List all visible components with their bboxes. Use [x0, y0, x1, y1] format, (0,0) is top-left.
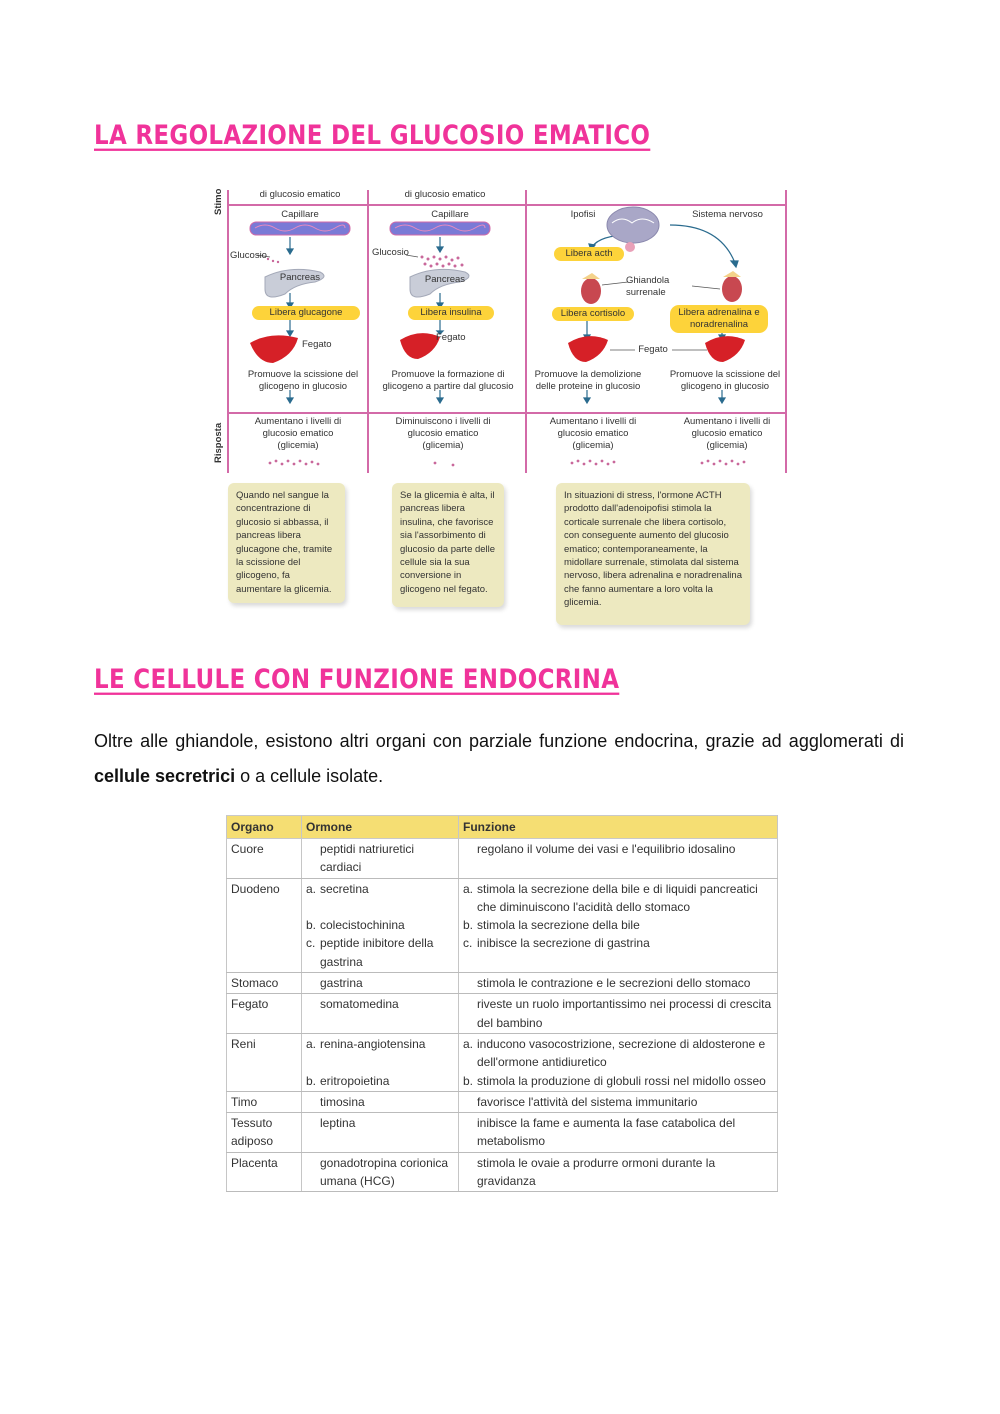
glucose-regulation-figure	[210, 185, 788, 630]
col2-pancreas: Pancreas	[424, 274, 466, 285]
list-text: timosina	[320, 1094, 365, 1109]
col3-pill-adrenalina: Libera adrenalina e noradrenalina	[670, 305, 768, 333]
list-marker: a.	[306, 1036, 317, 1051]
col3-sistema-nervoso: Sistema nervoso	[692, 209, 763, 220]
list-marker	[306, 995, 320, 1013]
section-title-endocrine: LE CELLULE CON FUNZIONE ENDOCRINA	[94, 665, 620, 695]
list-text: leptina	[320, 1116, 356, 1131]
col2-note: Se la glicemia è alta, il pancreas libera insulina, che favorisce sia l'assorbimento di glucosio da parte delle cellule sia la sua conversione in glicogeno nel fegato.	[392, 483, 504, 607]
header-ormone: Ormone	[302, 816, 459, 839]
table-row	[227, 1113, 778, 1153]
list-marker	[463, 1093, 477, 1111]
list-marker	[306, 1093, 320, 1111]
list-marker: c.	[463, 936, 473, 951]
list-text: favorisce l'attività del sistema immunitario	[477, 1094, 698, 1109]
function-cell-line	[463, 1093, 773, 1111]
organ-cell: Timo	[227, 1091, 302, 1112]
list-text: stimola la produzione di globuli rossi nel midollo osseo	[477, 1073, 766, 1088]
function-cell-line	[463, 995, 773, 1032]
function-cell-line	[463, 1154, 773, 1191]
header-organo: Organo	[227, 816, 302, 839]
col1-capillare: Capillare	[281, 209, 319, 220]
function-cell-line	[463, 1035, 773, 1072]
list-marker	[463, 1114, 477, 1151]
hormone-cell-line	[306, 1154, 454, 1191]
table-row	[227, 1033, 778, 1091]
list-marker: a.	[306, 881, 317, 896]
hormone-cell-line	[306, 1093, 454, 1111]
col2-response: Diminuiscono i livelli di glucosio ematico (glicemia)	[395, 416, 491, 451]
list-text	[320, 1053, 454, 1071]
function-cell	[459, 973, 778, 994]
function-cell	[459, 1152, 778, 1192]
list-marker: b.	[463, 918, 474, 933]
response-side-label: Risposta	[213, 422, 224, 463]
col1-pancreas: Pancreas	[279, 272, 321, 283]
stimulus-side-label: Stimo	[213, 188, 224, 215]
paragraph-bold: cellule secretrici	[94, 766, 236, 786]
col1-response: Aumentano i livelli di glucosio ematico (glicemia)	[254, 416, 342, 451]
list-text: colecistochinina	[320, 918, 405, 933]
table-row	[227, 878, 778, 972]
table-body	[227, 839, 778, 1192]
list-marker	[463, 974, 477, 992]
function-cell	[459, 994, 778, 1034]
list-text: eritropoietina	[320, 1073, 390, 1088]
list-marker	[306, 1053, 320, 1071]
list-marker	[463, 1154, 477, 1191]
section-title-glucose: LA REGOLAZIONE DEL GLUCOSIO EMATICO	[94, 121, 651, 151]
organ-cell: Reni	[227, 1033, 302, 1091]
col3-ipofisi: Ipofisi	[570, 209, 596, 220]
hormone-cell-line	[306, 1035, 454, 1053]
hormone-cell-line	[306, 898, 454, 916]
table-row	[227, 839, 778, 879]
col1-stimulus: di glucosio ematico	[259, 189, 341, 200]
list-text: inibisce la fame e aumenta la fase catabolica del metabolismo	[477, 1116, 736, 1149]
function-cell-line	[463, 840, 773, 858]
hormone-cell	[302, 1152, 459, 1192]
col3-note: In situazioni di stress, l'ormone ACTH prodotto dall'adenoipofisi stimola la corticale surrenale che libera cortisolo, con conseguente aumento del glucosio ematico; contemporaneamente, la midollare surrenale, stimolata dal sistema nervoso, libera adrenalina e noradrenalina che fanno aumentare a loro volta la glicemia.	[556, 483, 750, 625]
list-marker	[306, 974, 320, 992]
paragraph-text-1: Oltre alle ghiandole, esistono altri organi con parziale funzione endocrina, grazie ad agglomerati di	[94, 731, 904, 751]
function-cell	[459, 878, 778, 972]
col1-fegato: Fegato	[302, 339, 332, 350]
paragraph-text-2: o a cellule isolate.	[235, 766, 384, 786]
list-text: peptidi natriuretici cardiaci	[320, 842, 415, 875]
hormone-cell-line	[306, 840, 454, 877]
list-marker	[463, 995, 477, 1032]
organ-cell: Duodeno	[227, 878, 302, 972]
hormone-cell-line	[306, 995, 454, 1013]
list-marker: b.	[463, 1073, 474, 1088]
col3-fegato: Fegato	[638, 344, 668, 355]
hormone-cell	[302, 839, 459, 879]
list-marker: a.	[463, 1036, 474, 1051]
function-cell	[459, 839, 778, 879]
hormone-cell	[302, 1113, 459, 1153]
hormone-cell-line	[306, 880, 454, 898]
list-marker	[306, 898, 320, 916]
col3-response-right: Aumentano i livelli di glucosio ematico (glicemia)	[683, 416, 771, 451]
col2-glucosio: Glucosio	[372, 247, 409, 258]
list-text: stimola le contrazione e le secrezioni dello stomaco	[477, 976, 751, 991]
hormone-cell-line	[306, 1053, 454, 1071]
hormone-cell	[302, 973, 459, 994]
function-cell-line	[463, 1072, 773, 1090]
col3-action-right: Promuove la scissione del glicogeno in glucosio	[669, 369, 781, 392]
list-text: secretina	[320, 881, 369, 896]
hormone-cell-line	[306, 934, 454, 971]
hormone-cell-line	[306, 1114, 454, 1132]
hormone-cell	[302, 1091, 459, 1112]
function-cell	[459, 1091, 778, 1112]
function-cell	[459, 1033, 778, 1091]
list-text: stimola le ovaie a produrre ormoni durante la gravidanza	[477, 1155, 716, 1189]
list-text: renina-angiotensina	[320, 1036, 426, 1051]
col3-ghiandola: Ghiandola surrenale	[626, 275, 670, 298]
organ-cell: Fegato	[227, 994, 302, 1034]
hormone-cell	[302, 994, 459, 1034]
list-text: stimola la secrezione della bile	[477, 918, 640, 933]
list-marker: c.	[306, 936, 316, 951]
col1-note: Quando nel sangue la concentrazione di glucosio si abbassa, il pancreas libera glucagone che, tramite la scissione del glicogeno, fa aumentare la glicemia.	[228, 483, 345, 603]
organ-cell: Stomaco	[227, 973, 302, 994]
list-text: somatomedina	[320, 997, 399, 1012]
hormone-cell-line	[306, 974, 454, 992]
list-marker	[306, 840, 320, 877]
brain-graphic	[607, 207, 659, 252]
function-cell-line	[463, 934, 773, 952]
list-text: stimola la secrezione della bile e di liquidi pancreatici che diminuiscono l'acidità dello stomaco	[477, 881, 758, 914]
list-marker	[463, 840, 477, 858]
list-text: inibisce la secrezione di gastrina	[477, 936, 650, 951]
table-row	[227, 994, 778, 1034]
hormone-cell-line	[306, 916, 454, 934]
col2-capillare: Capillare	[431, 209, 469, 220]
organ-cell: Cuore	[227, 839, 302, 879]
list-text: peptide inibitore della gastrina	[320, 936, 434, 969]
function-cell	[459, 1113, 778, 1153]
capillary-graphic	[250, 222, 490, 235]
function-cell-line	[463, 974, 773, 992]
header-funzione: Funzione	[459, 816, 778, 839]
col1-glucosio: Glucosio	[230, 250, 267, 261]
col2-stimulus: di glucosio ematico	[404, 189, 486, 200]
table-row	[227, 1091, 778, 1112]
col1-pill-glucagone: Libera glucagone	[252, 306, 360, 320]
table-row	[227, 1152, 778, 1192]
col2-fegato: Fegato	[436, 332, 466, 343]
function-cell-line	[463, 1114, 773, 1151]
list-text: inducono vasocostrizione, secrezione di aldosterone e dell'ormone antidiuretico	[477, 1036, 766, 1070]
organ-cell: Placenta	[227, 1152, 302, 1192]
col3-pill-cortisolo: Libera cortisolo	[552, 307, 634, 321]
hormone-cell	[302, 878, 459, 972]
endocrine-table	[226, 815, 778, 1192]
col3-action-left: Promuove la demolizione delle proteine in glucosio	[534, 369, 642, 392]
col2-pill-insulina: Libera insulina	[408, 306, 494, 320]
col2-action: Promuove la formazione di glicogeno a partire dal glucosio	[382, 369, 514, 392]
list-text: gastrina	[320, 976, 363, 991]
hormone-cell	[302, 1033, 459, 1091]
table-header-row	[227, 816, 778, 839]
organ-cell: Tessuto adiposo	[227, 1113, 302, 1153]
function-cell-line	[463, 880, 773, 917]
list-marker	[306, 1114, 320, 1132]
list-marker: b.	[306, 1073, 317, 1088]
list-text: gonadotropina corionica umana (HCG)	[320, 1155, 449, 1189]
col3-response-left: Aumentano i livelli di glucosio ematico (glicemia)	[549, 416, 637, 451]
list-marker: a.	[463, 881, 474, 896]
list-text: riveste un ruolo importantissimo nei processi di crescita del bambino	[477, 997, 772, 1030]
col3-pill-acth: Libera acth	[554, 247, 624, 261]
list-text: regolano il volume dei vasi e l'equilibrio idosalino	[477, 842, 736, 856]
function-cell-line	[463, 916, 773, 934]
hormone-cell-line	[306, 1072, 454, 1090]
list-text	[320, 898, 454, 916]
table-row	[227, 973, 778, 994]
intro-paragraph	[94, 724, 904, 794]
list-marker	[306, 1154, 320, 1191]
col1-action: Promuove la scissione del glicogeno in glucosio	[247, 369, 359, 392]
list-marker: b.	[306, 918, 317, 933]
